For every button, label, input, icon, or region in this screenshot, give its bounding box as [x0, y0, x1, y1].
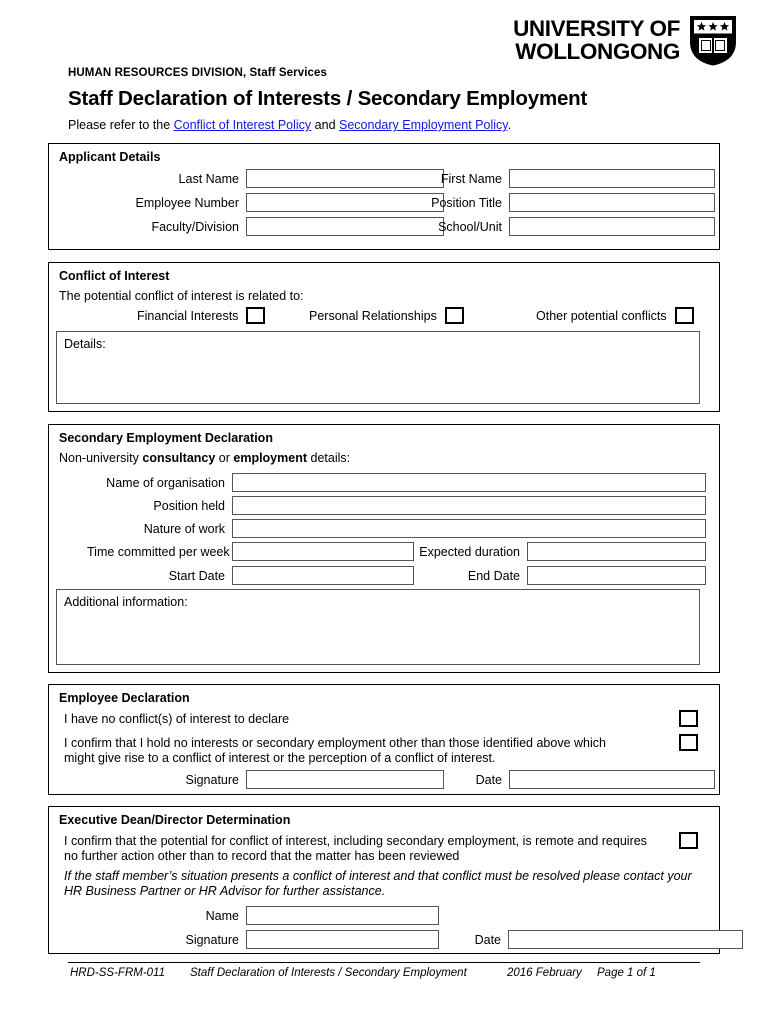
employee-statement-1-checkbox[interactable] [679, 710, 698, 727]
field-row-position-title [421, 193, 715, 212]
financial-interests-checkbox[interactable] [246, 307, 265, 324]
first-name-input[interactable] [509, 169, 715, 188]
faculty-division-input[interactable] [246, 217, 444, 236]
employee-statement-2-checkbox[interactable] [679, 734, 698, 751]
employee-number-input[interactable] [246, 193, 444, 212]
start-date-label: Start Date [168, 568, 225, 583]
field-row-employee-signature [124, 770, 444, 789]
last-name-input[interactable] [246, 169, 444, 188]
field-row-time-committed [87, 542, 414, 561]
footer-doc-id: HRD-SS-FRM-011 [70, 967, 165, 979]
end-date-label: End Date [467, 568, 520, 583]
position-title-label: Position Title [431, 195, 502, 210]
conflict-of-interest-policy-link[interactable]: Conflict of Interest Policy [173, 118, 312, 132]
end-date-input[interactable] [527, 566, 706, 585]
division-label: HUMAN RESOURCES DIVISION, Staff Services [68, 67, 327, 79]
executive-note [64, 869, 709, 899]
checkbox-row-personal-relationships[interactable] [309, 307, 464, 324]
last-name-label: Last Name [178, 171, 239, 186]
executive-statement [64, 834, 679, 864]
name-of-organisation-input[interactable] [232, 473, 706, 492]
school-unit-input[interactable] [509, 217, 715, 236]
field-row-last-name [124, 169, 444, 188]
secondary-employment-section [48, 424, 720, 673]
position-title-input[interactable] [509, 193, 715, 212]
applicant-details-section [48, 143, 720, 250]
conflict-of-interest-section [48, 262, 720, 412]
executive-statement-line1: I confirm that the potential for conflict of interest, including secondary employment, is remote and requires [64, 834, 647, 848]
position-held-input[interactable] [232, 496, 706, 515]
personal-relationships-label: Personal Relationships [309, 308, 437, 323]
employee-date-label: Date [475, 772, 502, 787]
nature-of-work-input[interactable] [232, 519, 706, 538]
sub-suffix: details: [307, 451, 351, 465]
executive-date-input[interactable] [508, 930, 743, 949]
employee-statement-2-line1: I confirm that I hold no interests or secondary employment other than those identified above which [64, 736, 606, 750]
refer-suffix: . [507, 118, 512, 132]
uow-logo-line1: UNIVERSITY OF [513, 16, 680, 42]
time-committed-input[interactable] [232, 542, 414, 561]
employee-statement-1: I have no conflict(s) of interest to declare [64, 712, 290, 726]
other-potential-conflicts-label: Other potential conflicts [536, 308, 667, 323]
field-row-school-unit [421, 217, 715, 236]
additional-information-label: Additional information: [64, 595, 188, 609]
additional-information-textarea[interactable] [56, 589, 700, 665]
executive-signature-label: Signature [185, 932, 239, 947]
field-row-employee-date [421, 770, 715, 789]
executive-determination-title: Executive Dean/Director Determination [59, 813, 291, 827]
conflict-of-interest-intro: The potential conflict of interest is related to: [59, 289, 304, 303]
personal-relationships-checkbox[interactable] [445, 307, 464, 324]
conflict-details-textarea[interactable] [56, 331, 700, 404]
field-row-nature-of-work [87, 519, 706, 538]
sub-bold-employment: employment [233, 451, 308, 465]
executive-name-input[interactable] [246, 906, 439, 925]
checkbox-row-other-potential-conflicts[interactable] [536, 307, 694, 324]
uow-logo-line2: WOLLONGONG [515, 38, 680, 64]
field-row-position-held [87, 496, 706, 515]
employee-signature-input[interactable] [246, 770, 444, 789]
executive-statement-line2: no further action other than to record that the matter has been reviewed [64, 849, 460, 863]
secondary-employment-policy-link[interactable]: Secondary Employment Policy [339, 118, 508, 132]
executive-statement-checkbox[interactable] [679, 832, 698, 849]
executive-note-line2: HR Business Partner or HR Advisor for further assistance. [64, 884, 386, 898]
expected-duration-input[interactable] [527, 542, 706, 561]
field-row-end-date [409, 566, 706, 585]
field-row-executive-name [124, 906, 439, 925]
executive-name-label: Name [205, 908, 239, 923]
footer-doc-title: Staff Declaration of Interests / Secondary Employment [190, 967, 467, 979]
field-row-faculty-division [124, 217, 444, 236]
school-unit-label: School/Unit [438, 219, 502, 234]
employee-signature-label: Signature [185, 772, 239, 787]
employee-declaration-title: Employee Declaration [59, 691, 190, 705]
employee-declaration-section [48, 684, 720, 795]
financial-interests-label: Financial Interests [137, 308, 239, 323]
time-committed-label: Time committed per week [87, 544, 230, 559]
footer-date: 2016 February [507, 967, 582, 979]
field-row-expected-duration [409, 542, 706, 561]
executive-signature-input[interactable] [246, 930, 439, 949]
uow-shield-icon [688, 14, 738, 67]
checkbox-row-financial-interests[interactable] [137, 307, 265, 324]
employee-statement-2-line2: might give rise to a conflict of interest or the perception of a conflict of interest. [64, 751, 496, 765]
employee-date-input[interactable] [509, 770, 715, 789]
open-book-icon [699, 38, 727, 53]
refer-mid: and [311, 118, 339, 132]
expected-duration-label: Expected duration [419, 544, 520, 559]
conflict-details-label: Details: [64, 337, 106, 351]
name-of-organisation-label: Name of organisation [106, 475, 225, 490]
field-row-first-name [421, 169, 715, 188]
conflict-of-interest-title: Conflict of Interest [59, 269, 170, 283]
field-row-executive-date [449, 930, 743, 949]
secondary-employment-subtitle [49, 445, 719, 465]
first-name-label: First Name [440, 171, 502, 186]
policy-reference [68, 118, 511, 132]
uow-logo [513, 14, 738, 67]
footer-divider [68, 962, 700, 963]
field-row-executive-signature [124, 930, 439, 949]
secondary-employment-title: Secondary Employment Declaration [59, 431, 273, 445]
uow-logo-text [513, 18, 680, 62]
nature-of-work-label: Nature of work [143, 521, 225, 536]
executive-determination-section [48, 806, 720, 954]
start-date-input[interactable] [232, 566, 414, 585]
sub-prefix: Non-university [59, 451, 143, 465]
executive-date-label: Date [474, 932, 501, 947]
page-title: Staff Declaration of Interests / Secondary Employment [68, 87, 588, 110]
field-row-name-of-organisation [87, 473, 706, 492]
faculty-division-label: Faculty/Division [151, 219, 239, 234]
executive-note-line1: If the staff member’s situation presents a conflict of interest and that conflict must be resolved please contact your [64, 869, 692, 883]
field-row-start-date [87, 566, 414, 585]
refer-prefix: Please refer to the [68, 118, 174, 132]
field-row-employee-number [124, 193, 444, 212]
position-held-label: Position held [153, 498, 225, 513]
employee-number-label: Employee Number [135, 195, 239, 210]
applicant-details-title: Applicant Details [59, 150, 161, 164]
sub-mid: or [215, 451, 234, 465]
employee-statement-2 [64, 736, 654, 766]
footer-page: Page 1 of 1 [597, 967, 656, 979]
sub-bold-consultancy: consultancy [142, 451, 216, 465]
other-potential-conflicts-checkbox[interactable] [675, 307, 694, 324]
